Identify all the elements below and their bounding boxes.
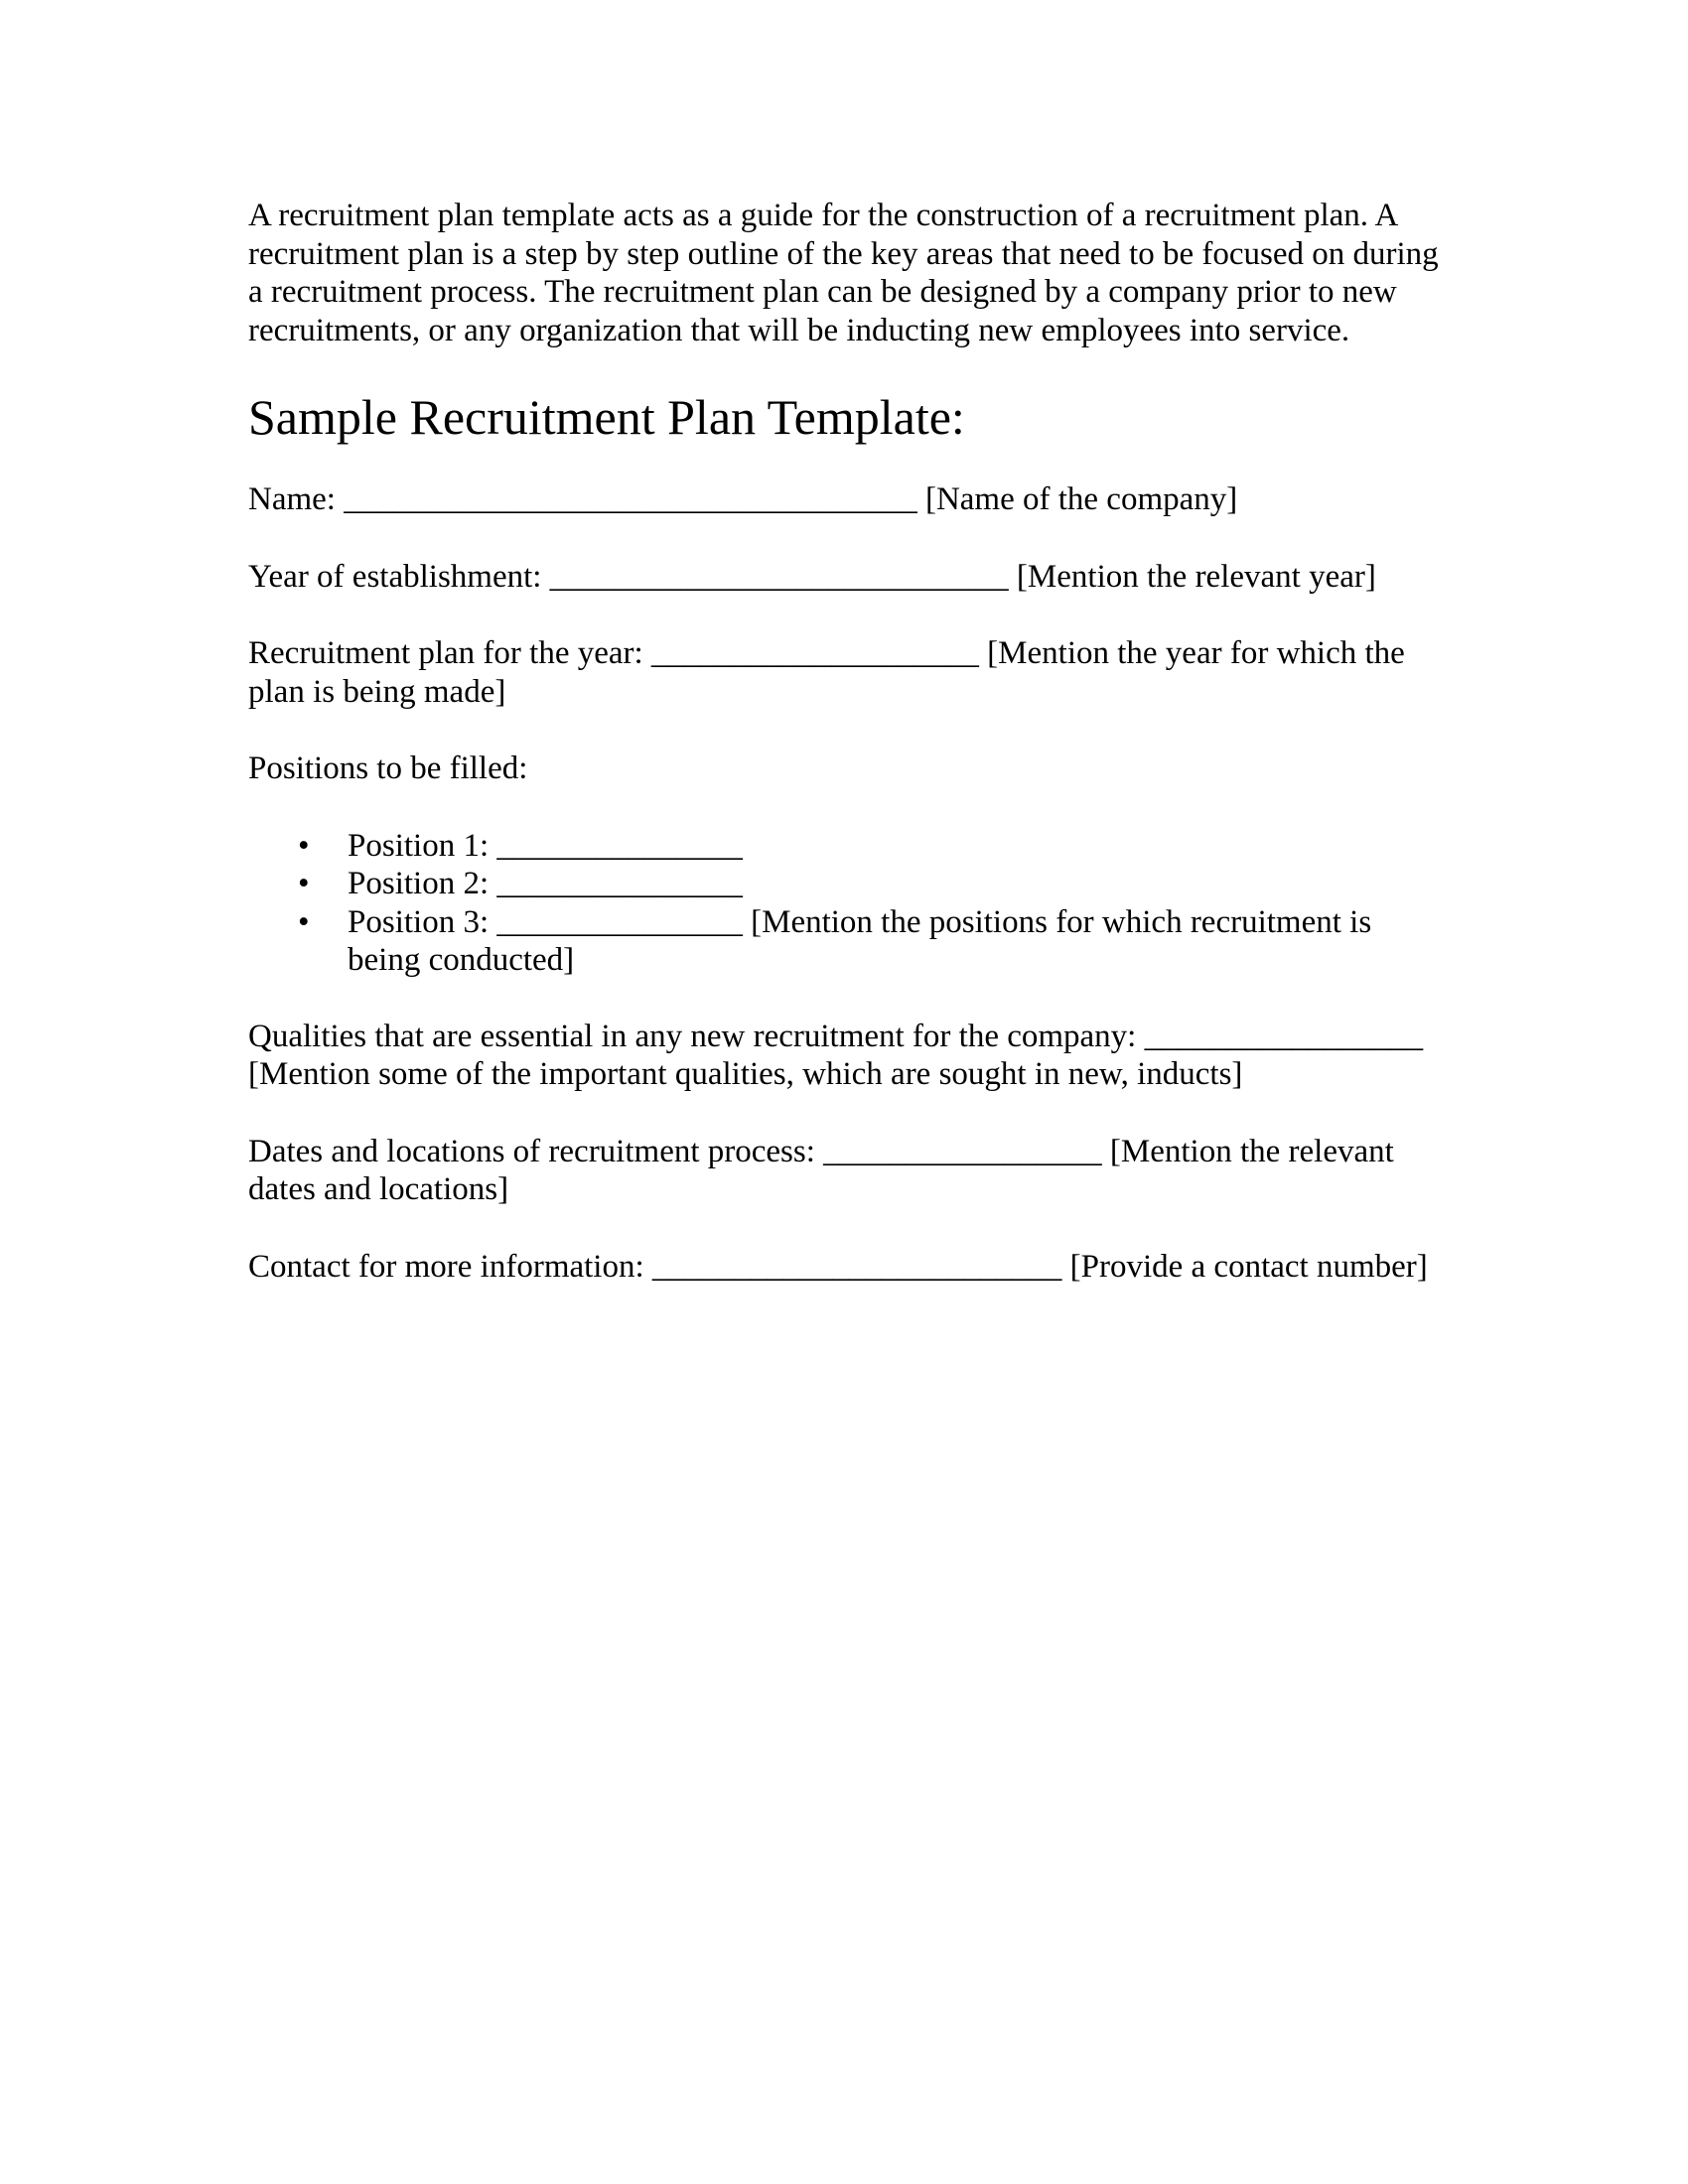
list-item xyxy=(248,865,1450,903)
list-item xyxy=(248,827,1450,866)
positions-list xyxy=(248,827,1450,980)
position-item-text: Position 2: _______________ xyxy=(348,866,743,901)
positions-label: Positions to be filled: xyxy=(248,751,528,786)
position-item-text: Position 3: _______________ [Mention the positions for which recruitment is being conducted] xyxy=(348,903,1372,978)
year-of-establishment-field: Year of establishment: ____________________________ [Mention the relevant year] xyxy=(248,558,1376,595)
document-page xyxy=(248,197,1450,1286)
dates-locations-field: Dates and locations of recruitment process: _________________ [Mention the relevant dates and locations] xyxy=(248,1133,1394,1207)
position-item-text: Position 1: _______________ xyxy=(348,827,743,864)
bullet-icon: • xyxy=(298,827,310,864)
bullet-icon: • xyxy=(298,903,310,940)
contact-field: Contact for more information: _________________________ [Provide a contact number] xyxy=(248,1248,1428,1285)
list-item xyxy=(248,903,1450,980)
qualities-field: Qualities that are essential in any new recruitment for the company: _________________ [Mention some of the important qualities, which are sought in new, inducts] xyxy=(248,1018,1424,1092)
bullet-icon: • xyxy=(298,866,310,901)
page-title: Sample Recruitment Plan Template: xyxy=(248,389,965,445)
plan-year-field: Recruitment plan for the year: ____________________ [Mention the year for which the plan is being made] xyxy=(248,635,1405,710)
intro-paragraph: A recruitment plan template acts as a guide for the construction of a recruitment plan. A recruitment plan is a step by step outline of the key areas that need to be focused on during a recruitment process. The recruitment plan can be designed by a company prior to new recruitments, or any organization that will be inducting new employees into service. xyxy=(248,198,1439,348)
company-name-field: Name: ___________________________________ [Name of the company] xyxy=(248,481,1238,517)
